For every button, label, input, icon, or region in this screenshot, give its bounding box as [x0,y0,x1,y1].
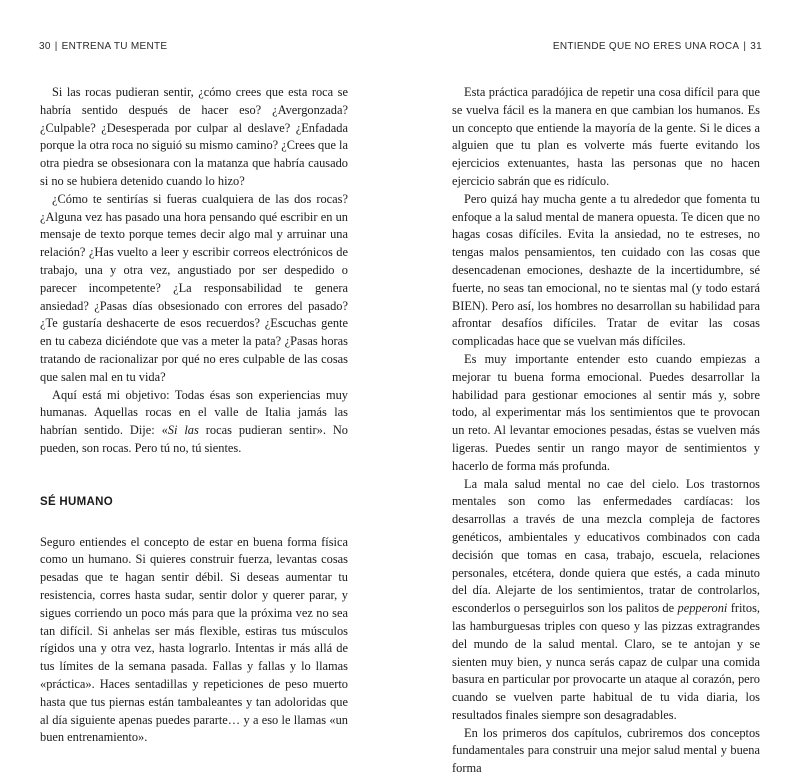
paragraph [452,351,760,476]
running-title: ENTIENDE QUE NO ERES UNA ROCA [552,41,740,52]
text-run: La mala salud mental no cae del cielo. Los trastornos mentales son como las enfermedades cardíacas: los desarrollas a través de una mezcla compleja de factores genéticos, ambientales y educativos combinados con cada decisión que tomas en casa, trabajo, escuela, relaciones personales, etcétera, donde quiera que estés, a cada minuto del día. Alejarte de los sentimientos, tratar de controlarlos, esconderlos o perseguirlos son los palitos de [452,476,760,616]
paragraph [40,387,348,458]
running-title: ENTRENA TU MENTE [61,41,168,52]
text-run: ¿Cómo te sentirías si fueras cualquiera de las dos rocas? ¿Alguna vez has pasado una hora pensando qué escribir en un mensaje de texto porque temes decir algo mal y arruinar una relación? ¿Has vuelto a leer y escribir correos electrónicos de trabajo, una y otra vez, angustiado por ser despedido o parecer incompetente? ¿La responsabilidad te genera ansiedad? ¿Pasas días obsesionado con errores del pasado? ¿Te gustaría deshacerte de esos recuerdos? ¿Escuchas gente en tu cabeza diciéndote que vas a meter la pata? ¿Pasas horas tratando de racionalizar por qué no eres culpable de las cosas que salen mal en tu vida? [40,191,348,384]
right-body-text [452,84,760,778]
text-run: Seguro entiendes el concepto de estar en buena forma física como un humano. Si quieres construir fuerza, levantas cosas pesadas que te hagan sentir débil. Si deseas aumentar tu resistencia, corres hasta sudar, sentir dolor y querer parar, y sigues corriendo un poco más para que la próxima vez no sea tan difícil. Si anhelas ser más flexible, estiras tus músculos rígidos una y otra vez, hasta lograrlo. Intentas ir más allá de tus límites de la semana pasada. Fallas y fallas y lo llamas «práctica». Haces sentadillas y repeticiones de peso muerto hasta que tus piernas están tambaleantes y tan adoloridas que al día siguiente apenas puedes pararte… y a eso le llamas «un buen entrenamiento». [40,534,348,745]
text-run: Si las rocas pudieran sentir, ¿cómo crees que esta roca se habría sentido después de hacer eso? ¿Avergonzada? ¿Culpable? ¿Desesperada por culpar al deslave? ¿Enfadada porque la otra roca no siguió su mismo camino? ¿Crees que la otra piedra se obsesionara con la matanza que habría causado si no se hubiera detenido cuando lo hizo? [40,85,348,188]
text-run: rocas pudieran sentir». No pueden, son rocas. Pero tú no, tú sientes. [40,423,348,455]
left-running-header [39,41,167,52]
right-page [400,0,800,776]
paragraph [40,84,348,191]
paragraph [40,534,348,748]
paragraph [452,725,760,778]
text-run: En los primeros dos capítulos, cubriremos dos conceptos fundamentales para construir una mejor salud mental y buena forma [452,725,760,776]
italic-text: pepperoni [677,601,728,616]
section-heading: SÉ HUMANO [40,495,113,508]
left-body-text [40,84,348,747]
left-paragraphs-top [40,84,348,458]
paragraph [452,84,760,191]
right-paragraphs [452,84,760,778]
left-paragraphs-bottom [40,534,348,748]
left-page [0,0,400,745]
right-running-header [553,41,762,52]
paragraph [452,476,760,725]
header-separator: | [54,41,58,52]
text-run: Pero quizá hay mucha gente a tu alrededor que fomenta tu enfoque a la salud mental de manera opuesta. Te dicen que no hagas cosas difíciles. Evita la ansiedad, no te estreses, no tengas malos pensamientos, ten cuidado con las cosas que desencadenan emociones, deshazte de la incertidumbre, sé fuerte, no seas tan emocional, no te sientas mal (y todo estará BIEN). Pero así, los hombres no desarrollan su habilidad para afrontar desafíos difíciles. Tratar de evitar las cosas complicadas hace que se vuelvan más difíciles. [452,191,760,349]
text-run: Esta práctica paradójica de repetir una cosa difícil para que se vuelva fácil es la manera en que cambian los humanos. Es un concepto que entiende la mayoría de la gente. Si le dices a alguien que tu plan es volverte más fuerte evitando los ejercicios extenuantes, hasta las personas que no hacen ejercicio sabrán que es ridículo. [452,85,760,188]
text-run: Aquí está mi objetivo: Todas ésas son experiencias muy humanas. Aquellas rocas en el valle de Italia jamás las habrían sentido. Dije: « [40,387,348,438]
italic-text: Si las [167,423,199,438]
header-separator: | [743,41,747,52]
paragraph [452,191,760,351]
page-number: 30 [39,41,51,52]
paragraph [40,191,348,387]
page-number: 31 [750,41,762,52]
text-run: fritos, las hamburguesas triples con queso y las pizzas extragrandes del mundo de la salud mental. Claro, se te antojan y se sienten muy bien, y nunca serás capaz de culpar una comida basura en particular por provocarte un ataque al corazón, pero cuando se vuelven parte habitual de tu vida diaria, los resultados finales siempre son desagradables. [452,601,760,722]
text-run: Es muy importante entender esto cuando empiezas a mejorar tu buena forma emocional. Puedes desarrollar la habilidad para gestionar emociones al sentir más y, sobre todo, al experimentar más los sentimientos que te provocan un reto. Al levantar emociones pesadas, éstas se vuelven más ligeras. Puedes sentir un rango mayor de sentimientos y hacerlo de forma más profunda. [452,351,760,473]
